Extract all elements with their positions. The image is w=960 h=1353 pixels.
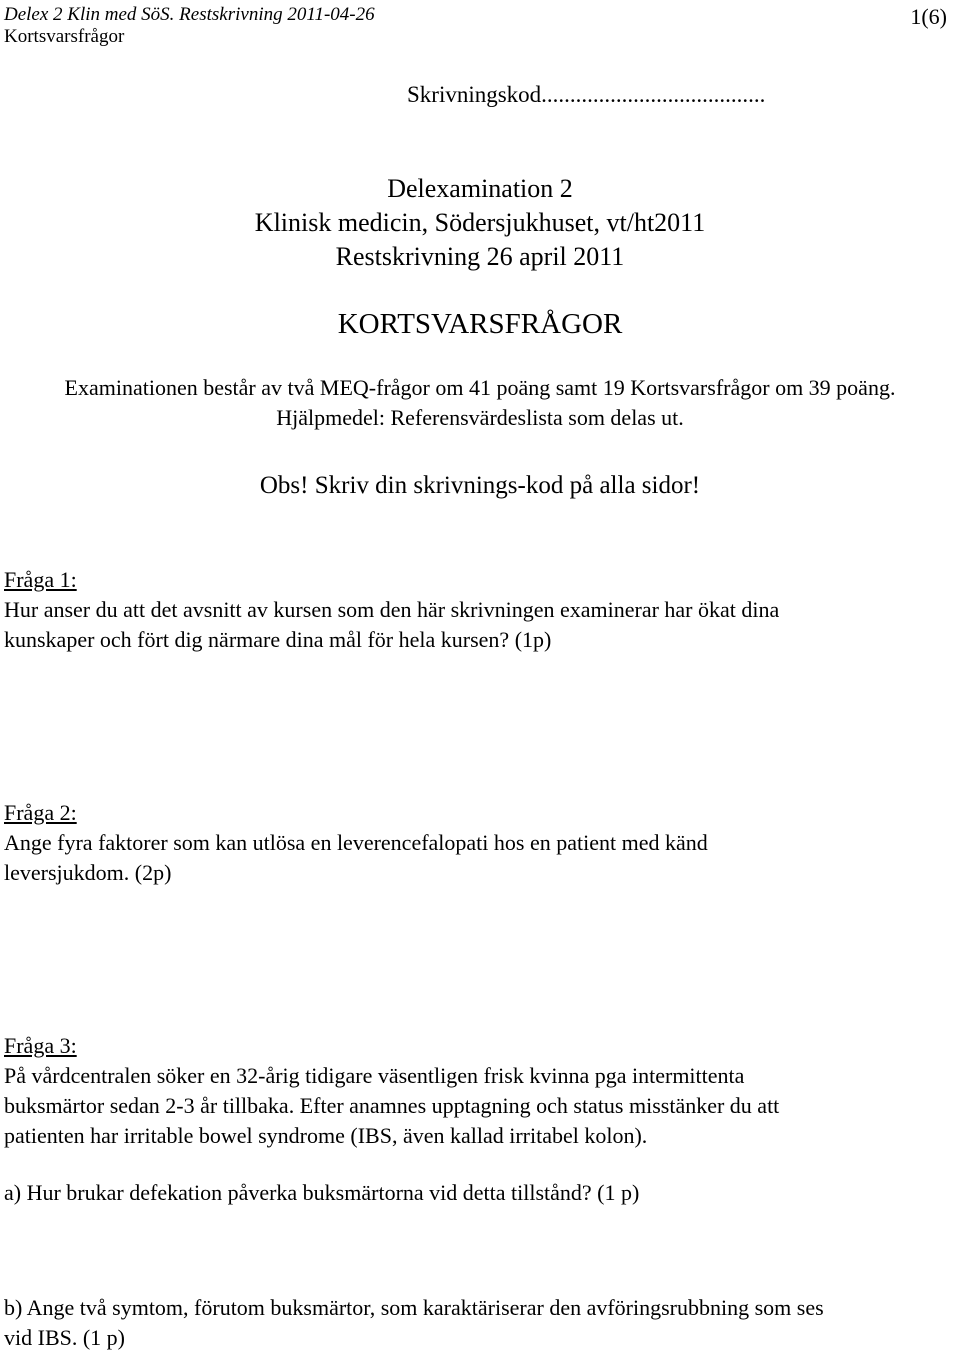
exam-code-field: Skrivningskod....................................... [407, 82, 766, 107]
question-text-line: kunskaper och fört dig närmare dina mål för hela kursen? (1p) [4, 627, 552, 652]
question-text-line: leversjukdom. (2p) [4, 860, 172, 885]
subquestion-text-line: b) Ange två symtom, förutom buksmärtor, som karaktäriserar den avföringsrubbning som ses [4, 1295, 824, 1320]
subquestion-text-line: a) Hur brukar defekation påverka buksmärtorna vid detta tillstånd? (1 p) [4, 1180, 640, 1205]
question-1 [4, 565, 779, 655]
question-text-line: buksmärtor sedan 2-3 år tillbaka. Efter anamnes upptagning och status misstänker du att [4, 1093, 780, 1118]
question-label: Fråga 3: [4, 1033, 77, 1058]
title-line-3: Restskrivning 26 april 2011 [335, 242, 625, 271]
question-2 [4, 798, 708, 888]
running-header [4, 4, 375, 48]
obs-notice: Obs! Skriv din skrivnings-kod på alla sidor! [259, 472, 701, 499]
question-3 [4, 1031, 779, 1151]
subquestion-text-line: vid IBS. (1 p) [4, 1325, 125, 1350]
question-label: Fråga 1: [4, 567, 77, 592]
intro-line-2: Hjälpmedel: Referensvärdeslista som delas ut. [276, 405, 684, 430]
title-line-2: Klinisk medicin, Södersjukhuset, vt/ht2011 [254, 208, 706, 237]
question-3-part-b [4, 1293, 824, 1353]
header-course-line: Delex 2 Klin med SöS. Restskrivning 2011-04-26 [4, 4, 375, 25]
section-heading: KORTSVARSFRÅGOR [337, 308, 623, 340]
question-text-line: Hur anser du att det avsnitt av kursen som den här skrivningen examinerar har ökat dina [4, 597, 780, 622]
question-text-line: På vårdcentralen söker en 32-årig tidigare väsentligen frisk kvinna pga intermittenta [4, 1063, 745, 1088]
question-label: Fråga 2: [4, 800, 77, 825]
title-line-1: Delexamination 2 [387, 174, 573, 203]
intro-line-1: Examinationen består av två MEQ-frågor om 41 poäng samt 19 Kortsvarsfrågor om 39 poäng. [64, 375, 896, 400]
question-text-line: patienten har irritable bowel syndrome (IBS, även kallad irritabel kolon). [4, 1123, 648, 1148]
question-text-line: Ange fyra faktorer som kan utlösa en leverencefalopati hos en patient med känd [4, 830, 708, 855]
question-3-part-a [4, 1178, 639, 1208]
header-section-line: Kortsvarsfrågor [4, 26, 125, 47]
page-indicator: 1(6) [910, 4, 947, 29]
